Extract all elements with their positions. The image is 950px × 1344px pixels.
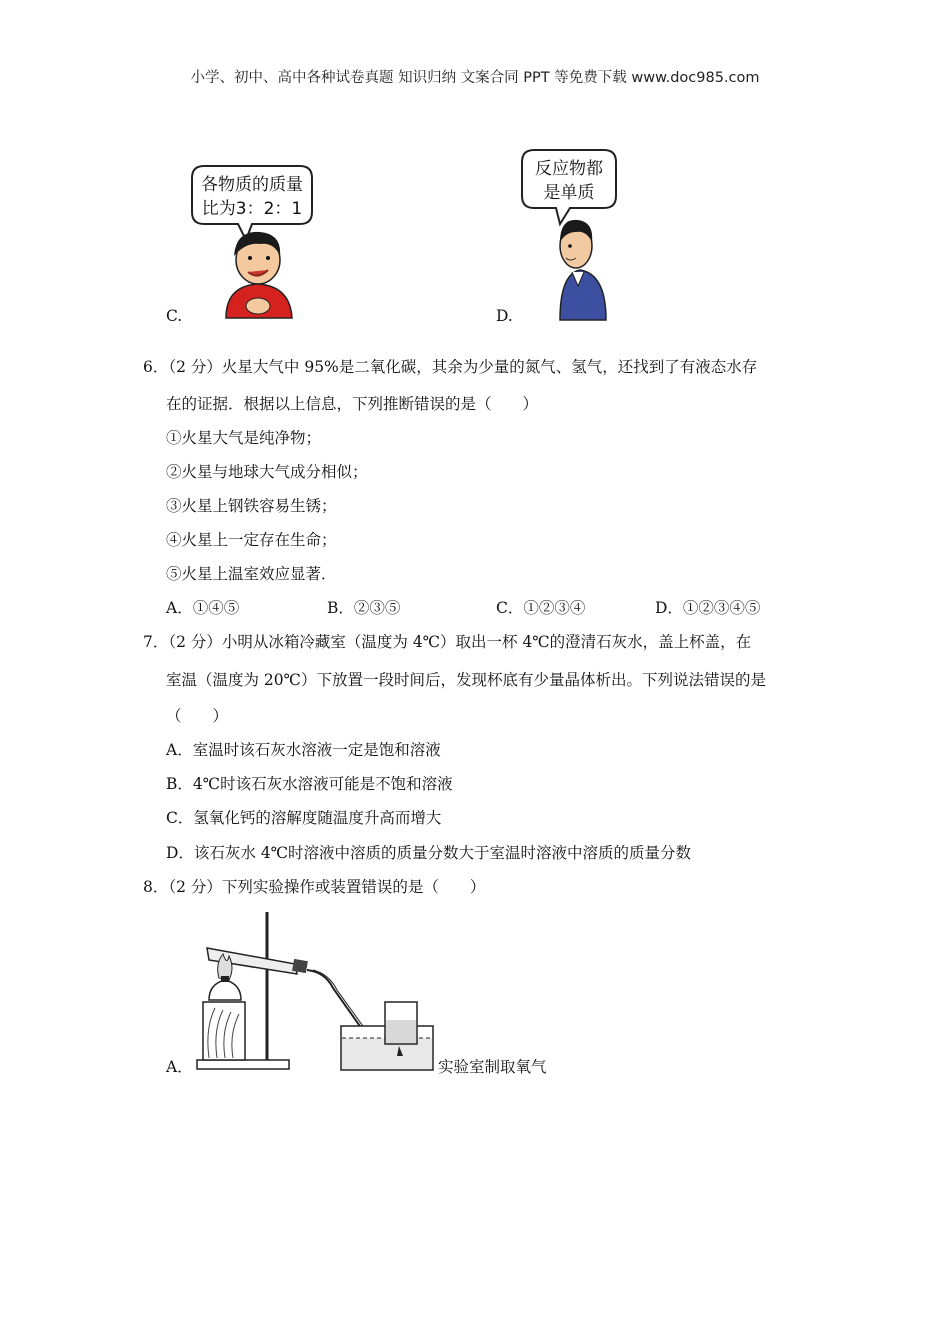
q7-option-b: B．4℃时该石灰水溶液可能是不饱和溶液 bbox=[166, 775, 453, 793]
q6-statement-3: ③火星上钢铁容易生锈； bbox=[166, 497, 337, 515]
page-header: 小学、初中、高中各种试卷真题 知识归纳 文案合同 PPT 等免费下载 www.doc985.com bbox=[190, 70, 760, 86]
q6-statement-1: ①火星大气是纯净物； bbox=[166, 429, 322, 447]
q7-option-c: C．氢氧化钙的溶解度随温度升高而增大 bbox=[166, 809, 442, 827]
q7-option-d: D．该石灰水 4℃时溶液中溶质的质量分数大于室温时溶液中溶质的质量分数 bbox=[166, 844, 692, 862]
q6-statement-2: ②火星与地球大气成分相似； bbox=[166, 463, 368, 481]
speech-text-d2: 是单质 bbox=[543, 183, 595, 203]
speech-text-c2: 比为3：2：1 bbox=[201, 199, 303, 219]
q7-option-a: A．室温时该石灰水溶液一定是饱和溶液 bbox=[166, 741, 441, 759]
q7-stem-line1: 7．（2 分）小明从冰箱冷藏室（温度为 4℃）取出一杯 4℃的澄清石灰水，盖上杯盖，在 bbox=[143, 633, 752, 651]
speech-text-c1: 各物质的质量 bbox=[201, 175, 303, 195]
q7-stem-line2: 室温（温度为 20℃）下放置一段时间后，发现杯底有少量晶体析出。下列说法错误的是 bbox=[166, 671, 766, 689]
q6-option-b: B．②③⑤ bbox=[327, 599, 401, 617]
q6-statement-4: ④火星上一定存在生命； bbox=[166, 531, 337, 549]
q5-option-c-label: C. bbox=[166, 307, 183, 325]
q6-stem-line1: 6．（2 分）火星大气中 95%是二氧化碳，其余为少量的氮气、氢气，还找到了有液态水存 bbox=[143, 358, 758, 376]
q6-option-a: A．①④⑤ bbox=[166, 599, 240, 617]
speech-bubble-man-illustration bbox=[520, 146, 630, 326]
speech-text-d1: 反应物都 bbox=[535, 159, 603, 179]
q8-option-a-label: A． bbox=[166, 1058, 193, 1076]
speech-bubble-boy-illustration bbox=[190, 160, 320, 325]
q6-statement-5: ⑤火星上温室效应显著． bbox=[166, 565, 337, 583]
q8-option-a-caption: 实验室制取氧气 bbox=[438, 1058, 547, 1076]
q6-option-c: C．①②③④ bbox=[496, 599, 586, 617]
oxygen-apparatus-illustration bbox=[195, 908, 440, 1076]
q8-stem: 8．（2 分）下列实验操作或装置错误的是（ ） bbox=[143, 878, 486, 896]
q5-option-d-label: D. bbox=[496, 307, 513, 325]
q6-option-d: D．①②③④⑤ bbox=[655, 599, 761, 617]
q7-stem-line3: （ ） bbox=[166, 707, 229, 725]
q6-stem-line2: 在的证据．根据以上信息，下列推断错误的是（ ） bbox=[166, 395, 539, 413]
